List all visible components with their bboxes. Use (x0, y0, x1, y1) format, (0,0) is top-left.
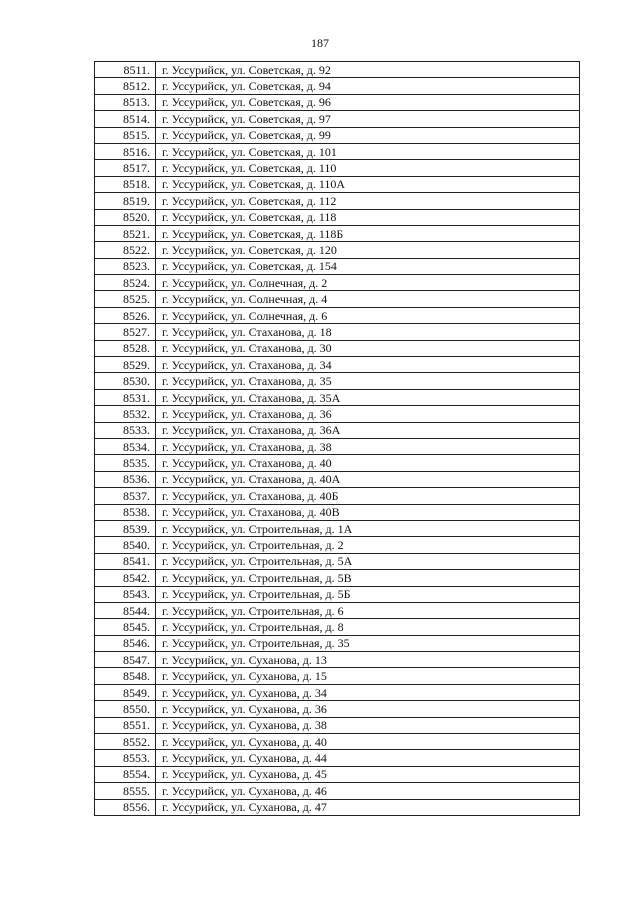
row-address: г. Уссурийск, ул. Суханова, д. 47 (156, 799, 580, 815)
row-address: г. Уссурийск, ул. Советская, д. 92 (156, 62, 580, 78)
row-address: г. Уссурийск, ул. Советская, д. 110А (156, 176, 580, 192)
row-number: 8528. (95, 340, 156, 356)
row-number: 8531. (95, 389, 156, 405)
row-address: г. Уссурийск, ул. Суханова, д. 44 (156, 750, 580, 766)
table-row (95, 373, 580, 389)
row-number: 8544. (95, 602, 156, 618)
row-address: г. Уссурийск, ул. Суханова, д. 34 (156, 684, 580, 700)
row-number: 8541. (95, 553, 156, 569)
row-address: г. Уссурийск, ул. Суханова, д. 46 (156, 783, 580, 799)
row-number: 8543. (95, 586, 156, 602)
row-number: 8518. (95, 176, 156, 192)
row-number: 8526. (95, 307, 156, 323)
row-number: 8551. (95, 717, 156, 733)
table-row (95, 406, 580, 422)
row-address: г. Уссурийск, ул. Стаханова, д. 40А (156, 471, 580, 487)
row-number: 8534. (95, 438, 156, 454)
table-row (95, 307, 580, 323)
table-row (95, 471, 580, 487)
table-row (95, 586, 580, 602)
row-address: г. Уссурийск, ул. Суханова, д. 38 (156, 717, 580, 733)
row-number: 8554. (95, 766, 156, 782)
page-number: 187 (311, 36, 329, 50)
row-address: г. Уссурийск, ул. Стаханова, д. 40В (156, 504, 580, 520)
row-number: 8537. (95, 488, 156, 504)
row-address: г. Уссурийск, ул. Советская, д. 101 (156, 143, 580, 159)
row-address: г. Уссурийск, ул. Стаханова, д. 30 (156, 340, 580, 356)
table-row (95, 488, 580, 504)
table-row (95, 701, 580, 717)
row-number: 8527. (95, 324, 156, 340)
row-number: 8513. (95, 94, 156, 110)
row-address: г. Уссурийск, ул. Строительная, д. 1А (156, 520, 580, 536)
table-row (95, 94, 580, 110)
row-address: г. Уссурийск, ул. Советская, д. 99 (156, 127, 580, 143)
table-row (95, 750, 580, 766)
row-number: 8532. (95, 406, 156, 422)
row-address: г. Уссурийск, ул. Стаханова, д. 36А (156, 422, 580, 438)
table-row (95, 291, 580, 307)
address-table (94, 61, 580, 816)
table-row (95, 652, 580, 668)
table-row (95, 62, 580, 78)
row-number: 8533. (95, 422, 156, 438)
row-address: г. Уссурийск, ул. Советская, д. 94 (156, 78, 580, 94)
row-address: г. Уссурийск, ул. Суханова, д. 13 (156, 652, 580, 668)
table-row (95, 717, 580, 733)
table-row (95, 520, 580, 536)
row-address: г. Уссурийск, ул. Советская, д. 97 (156, 111, 580, 127)
table-row (95, 799, 580, 815)
table-row (95, 78, 580, 94)
row-address: г. Уссурийск, ул. Советская, д. 118 (156, 209, 580, 225)
table-row (95, 570, 580, 586)
row-address: г. Уссурийск, ул. Суханова, д. 40 (156, 734, 580, 750)
row-address: г. Уссурийск, ул. Стаханова, д. 35 (156, 373, 580, 389)
row-number: 8517. (95, 160, 156, 176)
table-row (95, 258, 580, 274)
row-number: 8520. (95, 209, 156, 225)
row-number: 8549. (95, 684, 156, 700)
table-row (95, 340, 580, 356)
row-number: 8542. (95, 570, 156, 586)
row-number: 8535. (95, 455, 156, 471)
row-address: г. Уссурийск, ул. Стаханова, д. 36 (156, 406, 580, 422)
row-number: 8516. (95, 143, 156, 159)
row-address: г. Уссурийск, ул. Суханова, д. 15 (156, 668, 580, 684)
row-address: г. Уссурийск, ул. Стаханова, д. 34 (156, 357, 580, 373)
row-number: 8530. (95, 373, 156, 389)
table-row (95, 357, 580, 373)
table-row (95, 455, 580, 471)
row-number: 8522. (95, 242, 156, 258)
table-row (95, 438, 580, 454)
row-address: г. Уссурийск, ул. Советская, д. 154 (156, 258, 580, 274)
table-row (95, 668, 580, 684)
row-address: г. Уссурийск, ул. Суханова, д. 36 (156, 701, 580, 717)
row-number: 8529. (95, 357, 156, 373)
table-row (95, 422, 580, 438)
row-address: г. Уссурийск, ул. Советская, д. 112 (156, 193, 580, 209)
row-number: 8514. (95, 111, 156, 127)
row-number: 8552. (95, 734, 156, 750)
row-number: 8545. (95, 619, 156, 635)
row-address: г. Уссурийск, ул. Советская, д. 96 (156, 94, 580, 110)
row-number: 8521. (95, 225, 156, 241)
table-row (95, 242, 580, 258)
table-row (95, 734, 580, 750)
row-address: г. Уссурийск, ул. Строительная, д. 5А (156, 553, 580, 569)
table-row (95, 783, 580, 799)
row-number: 8524. (95, 275, 156, 291)
table-row (95, 275, 580, 291)
table-row (95, 619, 580, 635)
row-number: 8546. (95, 635, 156, 651)
row-number: 8555. (95, 783, 156, 799)
row-address: г. Уссурийск, ул. Строительная, д. 5Б (156, 586, 580, 602)
table-row (95, 225, 580, 241)
row-number: 8547. (95, 652, 156, 668)
table-row (95, 127, 580, 143)
table-row (95, 602, 580, 618)
row-number: 8523. (95, 258, 156, 274)
table-row (95, 193, 580, 209)
table-row (95, 209, 580, 225)
row-number: 8519. (95, 193, 156, 209)
address-table-body (95, 62, 580, 816)
table-row (95, 766, 580, 782)
row-number: 8512. (95, 78, 156, 94)
row-address: г. Уссурийск, ул. Стаханова, д. 40Б (156, 488, 580, 504)
row-address: г. Уссурийск, ул. Стаханова, д. 40 (156, 455, 580, 471)
row-address: г. Уссурийск, ул. Строительная, д. 5В (156, 570, 580, 586)
table-row (95, 324, 580, 340)
row-number: 8536. (95, 471, 156, 487)
table-row (95, 684, 580, 700)
row-number: 8511. (95, 62, 156, 78)
row-number: 8538. (95, 504, 156, 520)
row-number: 8525. (95, 291, 156, 307)
row-address: г. Уссурийск, ул. Суханова, д. 45 (156, 766, 580, 782)
row-address: г. Уссурийск, ул. Советская, д. 118Б (156, 225, 580, 241)
row-address: г. Уссурийск, ул. Советская, д. 110 (156, 160, 580, 176)
table-row (95, 111, 580, 127)
table-row (95, 389, 580, 405)
row-address: г. Уссурийск, ул. Строительная, д. 8 (156, 619, 580, 635)
row-number: 8550. (95, 701, 156, 717)
row-number: 8515. (95, 127, 156, 143)
table-row (95, 553, 580, 569)
row-address: г. Уссурийск, ул. Строительная, д. 2 (156, 537, 580, 553)
row-address: г. Уссурийск, ул. Стаханова, д. 18 (156, 324, 580, 340)
row-address: г. Уссурийск, ул. Стаханова, д. 35А (156, 389, 580, 405)
row-address: г. Уссурийск, ул. Солнечная, д. 2 (156, 275, 580, 291)
table-row (95, 504, 580, 520)
table-row (95, 160, 580, 176)
row-address: г. Уссурийск, ул. Солнечная, д. 4 (156, 291, 580, 307)
row-number: 8553. (95, 750, 156, 766)
row-number: 8540. (95, 537, 156, 553)
row-address: г. Уссурийск, ул. Советская, д. 120 (156, 242, 580, 258)
row-address: г. Уссурийск, ул. Стаханова, д. 38 (156, 438, 580, 454)
row-number: 8548. (95, 668, 156, 684)
row-number: 8539. (95, 520, 156, 536)
row-address: г. Уссурийск, ул. Строительная, д. 6 (156, 602, 580, 618)
row-address: г. Уссурийск, ул. Солнечная, д. 6 (156, 307, 580, 323)
table-row (95, 537, 580, 553)
row-number: 8556. (95, 799, 156, 815)
row-address: г. Уссурийск, ул. Строительная, д. 35 (156, 635, 580, 651)
table-row (95, 176, 580, 192)
table-row (95, 635, 580, 651)
table-row (95, 143, 580, 159)
